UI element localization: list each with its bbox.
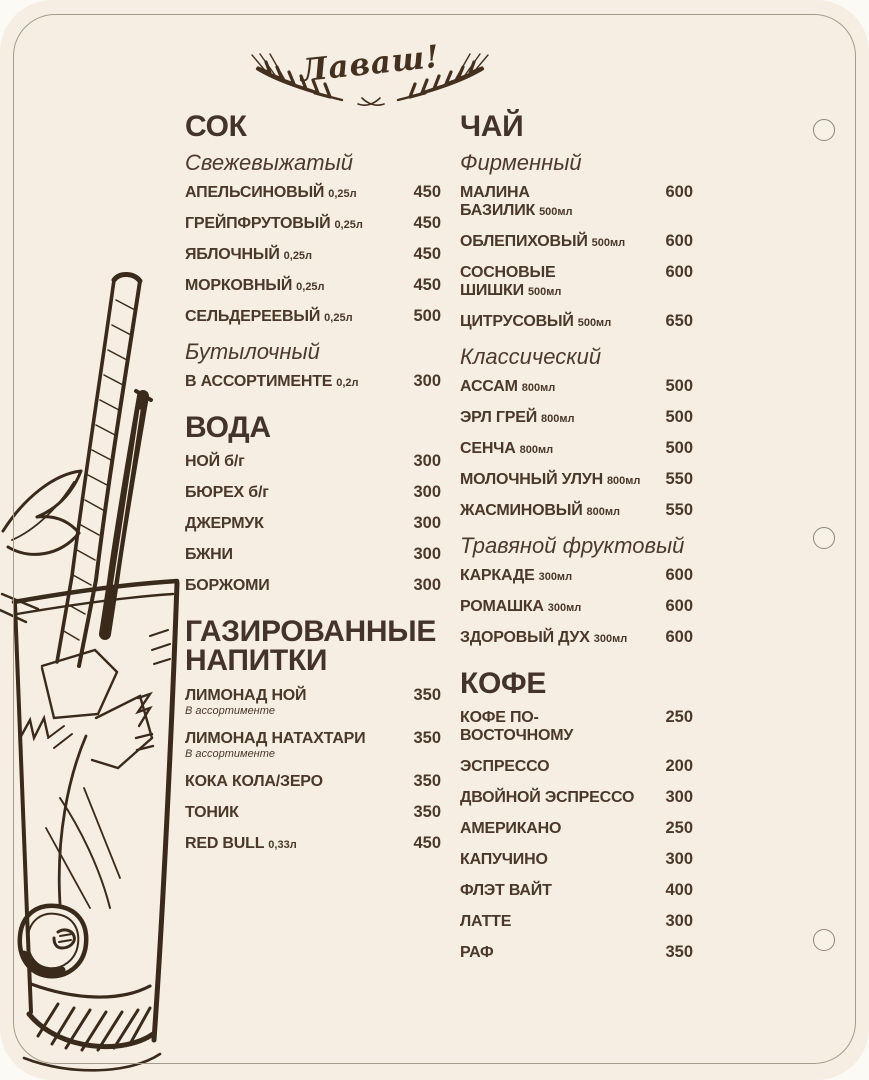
item-name: ЦИТРУСОВЫЙ [460, 313, 574, 331]
item-price: 300 [413, 483, 441, 502]
item-name: ТОНИК [185, 803, 239, 821]
item-name: МОЛОЧНЫЙ УЛУН [460, 471, 603, 489]
menu-item [185, 183, 441, 202]
menu-item [460, 597, 693, 616]
item-name: МОРКОВНЫЙ [185, 277, 293, 295]
item-name: ОБЛЕПИХОВЫЙ [460, 233, 588, 251]
item-name: РАФ [460, 944, 494, 962]
item-size: 300мл [593, 633, 628, 646]
menu-item-text [460, 709, 645, 745]
item-size: 0,25л [324, 312, 353, 325]
item-name: ЛИМОНАД НАТАХТАРИ [185, 729, 366, 747]
menu-item-text [185, 215, 363, 233]
drink-glass-illustration [0, 268, 200, 1080]
item-name: ФЛЭТ ВАЙТ [460, 882, 552, 900]
menu-item [185, 276, 441, 295]
item-price: 550 [665, 470, 693, 489]
menu-item [460, 943, 693, 962]
group-subtitle: Классический [460, 344, 602, 370]
menu-item-text [185, 687, 306, 717]
item-price: 350 [413, 728, 441, 747]
menu-section [460, 669, 693, 962]
menu-item-text [460, 409, 575, 427]
item-name: СОСНОВЫЕ ШИШКИ [460, 264, 556, 300]
menu-column-left [185, 112, 441, 865]
item-name: ЭРЛ ГРЕЙ [460, 409, 538, 427]
menu-item [460, 850, 693, 869]
menu-item-text [460, 789, 634, 807]
menu-item-text [185, 577, 270, 595]
menu-item [460, 819, 693, 838]
section-title: ВОДА [185, 411, 271, 445]
item-size: 0,25л [334, 219, 363, 232]
menu-item [460, 263, 693, 300]
item-name: СЕЛЬДЕРЕЕВЫЙ [185, 308, 321, 326]
item-price: 200 [665, 757, 693, 776]
group-subtitle: Фирменный [460, 150, 582, 176]
item-price: 500 [665, 377, 693, 396]
item-price: 500 [665, 408, 693, 427]
item-name: ЯБЛОЧНЫЙ [185, 246, 280, 264]
menu-item-text [185, 515, 264, 533]
item-name: ЗДОРОВЫЙ ДУХ [460, 629, 590, 647]
menu-item [185, 452, 441, 471]
item-name: ЖАСМИНОВЫЙ [460, 502, 583, 520]
item-name: КОФЕ ПО-ВОСТОЧНОМУ [460, 709, 574, 745]
item-name: ГРЕЙПФРУТОВЫЙ [185, 215, 331, 233]
item-size: 300мл [538, 571, 573, 584]
item-note: В ассортименте [185, 704, 276, 717]
menu-item-text [460, 913, 511, 931]
menu-item-text [460, 313, 611, 331]
restaurant-logo [250, 38, 490, 112]
logo-text: Лаваш! [298, 38, 442, 90]
item-price: 600 [665, 263, 693, 282]
menu-item-text [460, 567, 572, 585]
menu-item-text [460, 184, 645, 220]
menu-item-text [185, 453, 245, 471]
item-price: 450 [413, 833, 441, 852]
menu-item-text [185, 804, 239, 822]
item-name: В АССОРТИМЕНТЕ [185, 373, 333, 391]
menu-item [185, 545, 441, 564]
item-name: СЕНЧА [460, 440, 516, 458]
menu-item-text [460, 629, 627, 647]
item-size: 500мл [577, 317, 612, 330]
item-price: 600 [665, 183, 693, 202]
item-name: КАРКАДЕ [460, 567, 535, 585]
menu-item-text [185, 546, 233, 564]
item-name: КОКА КОЛА/ЗЕРО [185, 772, 323, 790]
menu-item-text [460, 440, 553, 458]
group-subtitle: Бутылочный [185, 339, 320, 365]
menu-item [185, 834, 441, 853]
menu-item [185, 772, 441, 791]
menu-section [185, 413, 441, 595]
menu-item-text [460, 882, 552, 900]
item-price: 450 [413, 214, 441, 233]
menu-item-text [185, 277, 325, 295]
item-size: 500мл [539, 206, 573, 219]
menu-section [185, 617, 441, 852]
menu-item-text [185, 373, 359, 391]
menu-item [460, 470, 693, 489]
item-size: 500мл [591, 237, 626, 250]
item-price: 300 [413, 372, 441, 391]
group-subtitle: Свежевыжатый [185, 150, 354, 176]
item-name: БЮРЕХ б/г [185, 484, 269, 502]
item-note: В ассортименте [185, 747, 276, 760]
menu-item [185, 483, 441, 502]
menu-item [460, 377, 693, 396]
menu-item-text [460, 598, 581, 616]
item-size: 0,33л [268, 838, 297, 851]
item-name: РОМАШКА [460, 598, 544, 616]
menu-item-text [185, 730, 365, 760]
menu-item-text [185, 184, 357, 202]
item-price: 250 [665, 819, 693, 838]
item-price: 300 [413, 545, 441, 564]
menu-item-text [185, 246, 312, 264]
item-price: 300 [413, 514, 441, 533]
menu-item [185, 576, 441, 595]
section-title: ЧАЙ [460, 110, 524, 143]
item-size: 0,25л [328, 188, 357, 201]
item-name: RED BULL [185, 834, 265, 852]
punch-hole [813, 119, 835, 141]
menu-item-text [460, 944, 493, 962]
item-price: 650 [665, 312, 693, 331]
menu-item-text [460, 233, 625, 251]
item-price: 500 [665, 439, 693, 458]
item-name: ЭСПРЕССО [460, 758, 550, 776]
menu-item-text [185, 484, 269, 502]
item-name: ДЖЕРМУК [185, 515, 264, 533]
item-name: АПЕЛЬСИНОВЫЙ [185, 184, 325, 202]
menu-item [460, 757, 693, 776]
item-price: 350 [413, 802, 441, 821]
menu-item [185, 686, 441, 717]
item-size: 800мл [519, 444, 554, 457]
menu-item [185, 803, 441, 822]
item-size: 300мл [547, 602, 582, 615]
section-title: КОФЕ [460, 667, 547, 701]
menu-item [460, 881, 693, 900]
item-price: 300 [665, 788, 693, 807]
item-size: 800мл [521, 382, 556, 395]
item-price: 500 [413, 307, 441, 326]
menu-item-text [460, 378, 555, 396]
menu-item [185, 372, 441, 391]
menu-item-text [460, 502, 620, 520]
item-price: 450 [413, 276, 441, 295]
item-size: 500мл [527, 286, 562, 299]
item-size: 0,25л [283, 250, 313, 263]
item-price: 400 [665, 881, 693, 900]
item-price: 300 [413, 452, 441, 471]
item-size: 0,2л [336, 377, 359, 390]
item-price: 450 [413, 183, 441, 202]
section-title: СОК [185, 110, 247, 143]
section-title: ГАЗИРОВАННЫЕ НАПИТКИ [185, 615, 437, 678]
menu-item [460, 708, 693, 745]
menu-item [460, 232, 693, 251]
menu-item [460, 439, 693, 458]
item-size: 800мл [541, 413, 575, 426]
menu-item-text [460, 851, 548, 869]
menu-item [460, 312, 693, 331]
menu-item-text [460, 471, 640, 489]
menu-item-text [460, 264, 645, 300]
item-price: 300 [413, 576, 441, 595]
item-name: БЖНИ [185, 546, 233, 564]
menu-item-text [185, 308, 353, 326]
item-size: 800мл [586, 506, 620, 519]
punch-hole [813, 929, 835, 951]
menu-item [185, 214, 441, 233]
menu-item-text [185, 835, 297, 853]
item-price: 250 [665, 708, 693, 727]
menu-item-text [460, 758, 549, 776]
item-price: 350 [665, 943, 693, 962]
menu-item [460, 566, 693, 585]
item-name: КАПУЧИНО [460, 851, 548, 869]
menu-item-text [460, 820, 561, 838]
group-subtitle: Травяной фруктовый [460, 533, 685, 559]
item-price: 300 [665, 912, 693, 931]
item-name: ЛАТТЕ [460, 913, 512, 931]
item-size: 0,25л [296, 281, 325, 294]
menu-item-text [185, 773, 323, 791]
menu-item [460, 628, 693, 647]
item-price: 600 [665, 232, 693, 251]
menu-column-right [460, 112, 693, 974]
item-name: АССАМ [460, 378, 518, 396]
item-name: НОЙ б/г [185, 453, 245, 471]
menu-item [460, 788, 693, 807]
menu-item [460, 183, 693, 220]
item-name: ЛИМОНАД НОЙ [185, 686, 307, 704]
item-price: 300 [665, 850, 693, 869]
item-price: 550 [665, 501, 693, 520]
menu-item [185, 729, 441, 760]
menu-item [460, 912, 693, 931]
item-price: 350 [413, 685, 441, 704]
item-price: 350 [413, 771, 441, 790]
item-price: 600 [665, 597, 693, 616]
item-price: 450 [413, 245, 441, 264]
item-name: АМЕРИКАНО [460, 820, 562, 838]
item-price: 600 [665, 628, 693, 647]
menu-item [460, 408, 693, 427]
menu-section [185, 112, 441, 391]
item-name: ДВОЙНОЙ ЭСПРЕССО [460, 789, 635, 807]
item-price: 600 [665, 566, 693, 585]
menu-section [460, 112, 693, 647]
menu-item [185, 307, 441, 326]
item-size: 800мл [606, 475, 641, 488]
menu-item [185, 245, 441, 264]
menu-item [460, 501, 693, 520]
item-name: БОРЖОМИ [185, 577, 270, 595]
item-name: МАЛИНА БАЗИЛИК [460, 184, 536, 220]
menu-item [185, 514, 441, 533]
punch-hole [813, 527, 835, 549]
